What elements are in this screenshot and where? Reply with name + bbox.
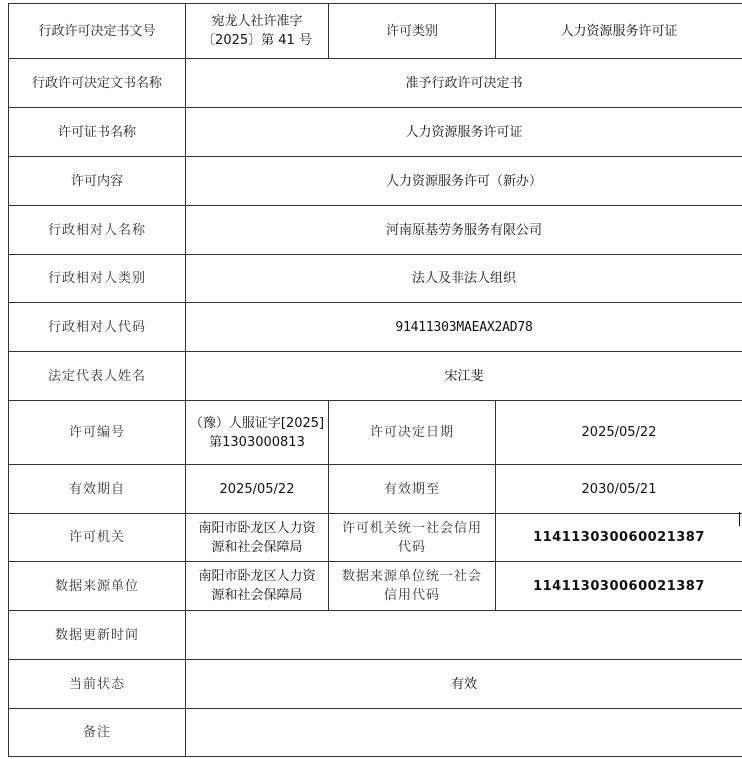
valid-from-label: 有效期自: [9, 465, 186, 514]
remarks-value: [186, 709, 742, 757]
row-license-no: [9, 401, 742, 465]
decision-no-label: 行政许可决定书文号: [9, 4, 186, 59]
decision-date-label: 许可决定日期: [329, 401, 496, 465]
status-value: 有效: [186, 660, 742, 709]
data-source-credit-code-value: 114113030060021387: [496, 562, 742, 611]
decision-name-value: 准予行政许可决定书: [186, 59, 742, 108]
cert-name-label: 许可证书名称: [9, 108, 186, 157]
row-update-time: [9, 611, 742, 660]
content-label: 许可内容: [9, 157, 186, 206]
party-type-value: 法人及非法人组织: [186, 255, 742, 303]
row-validity: [9, 465, 742, 514]
text-cursor: [739, 512, 740, 526]
content-value: 人力资源服务许可（新办）: [186, 157, 742, 206]
legal-rep-label: 法定代表人姓名: [9, 352, 186, 401]
row-data-source: [9, 562, 742, 611]
party-name-value: 河南原基劳务服务有限公司: [186, 206, 742, 255]
update-time-label: 数据更新时间: [9, 611, 186, 660]
decision-no-value: 宛龙人社许准字〔2025〕第 41 号: [186, 4, 329, 59]
authority-credit-code-value: 114113030060021387: [496, 514, 742, 562]
valid-to-label: 有效期至: [329, 465, 496, 514]
party-code-label: 行政相对人代码: [9, 303, 186, 352]
row-party-name: [9, 206, 742, 255]
remarks-label: 备注: [9, 709, 186, 757]
party-code-value: 91411303MAEAX2AD78: [186, 303, 742, 352]
legal-rep-value: 宋江斐: [186, 352, 742, 401]
row-authority: [9, 514, 742, 562]
row-decision-no: [9, 4, 742, 59]
party-name-label: 行政相对人名称: [9, 206, 186, 255]
cert-name-value: 人力资源服务许可证: [186, 108, 742, 157]
row-decision-name: [9, 59, 742, 108]
authority-label: 许可机关: [9, 514, 186, 562]
authority-value: 南阳市卧龙区人力资源和社会保障局: [186, 514, 329, 562]
data-source-value: 南阳市卧龙区人力资源和社会保障局: [186, 562, 329, 611]
data-source-label: 数据来源单位: [9, 562, 186, 611]
row-legal-rep: [9, 352, 742, 401]
data-source-credit-code-label: 数据来源单位统一社会信用代码: [329, 562, 496, 611]
valid-to-value: 2030/05/21: [496, 465, 742, 514]
decision-name-label: 行政许可决定文书名称: [9, 59, 186, 108]
row-content: [9, 157, 742, 206]
row-cert-name: [9, 108, 742, 157]
row-remarks: [9, 709, 742, 757]
decision-date-value: 2025/05/22: [496, 401, 742, 465]
valid-from-value: 2025/05/22: [186, 465, 329, 514]
authority-credit-code-label: 许可机关统一社会信用代码: [329, 514, 496, 562]
row-party-type: [9, 255, 742, 303]
row-party-code: [9, 303, 742, 352]
license-category-label: 许可类别: [329, 4, 496, 59]
license-no-value: （豫）人服证字[2025]第1303000813: [186, 401, 329, 465]
license-no-label: 许可编号: [9, 401, 186, 465]
row-status: [9, 660, 742, 709]
license-info-table: [8, 3, 742, 757]
status-label: 当前状态: [9, 660, 186, 709]
party-type-label: 行政相对人类别: [9, 255, 186, 303]
license-category-value: 人力资源服务许可证: [496, 4, 742, 59]
update-time-value: [186, 611, 742, 660]
